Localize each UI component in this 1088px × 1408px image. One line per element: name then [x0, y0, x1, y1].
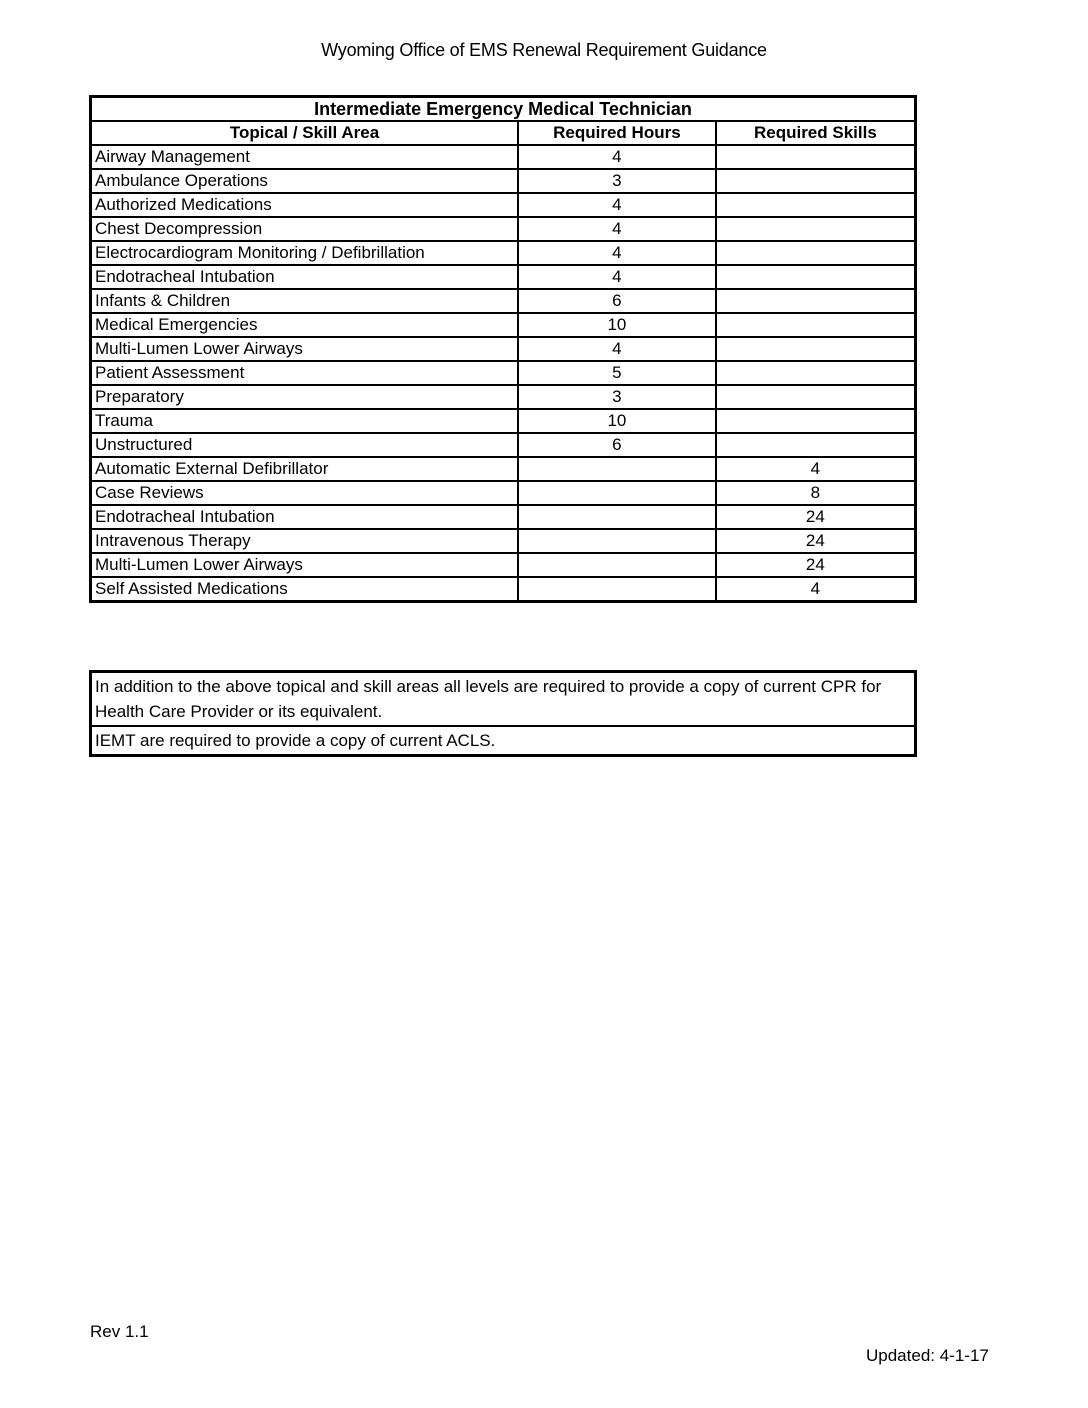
- note-row: [91, 672, 916, 727]
- page-title: Wyoming Office of EMS Renewal Requirement Guidance: [321, 40, 767, 60]
- table-row: [91, 217, 916, 241]
- column-header-hours: Required Hours: [518, 121, 716, 145]
- cell-skills: [716, 145, 916, 169]
- cell-skills: [716, 193, 916, 217]
- cell-area: Patient Assessment: [91, 361, 519, 385]
- table-row: [91, 481, 916, 505]
- revision-label: Rev 1.1: [90, 1322, 149, 1341]
- cell-area: Infants & Children: [91, 289, 519, 313]
- table-row: [91, 193, 916, 217]
- table-header-row: [91, 121, 916, 145]
- cell-hours: [518, 553, 716, 577]
- cell-area: Endotracheal Intubation: [91, 505, 519, 529]
- table-row: [91, 145, 916, 169]
- cell-hours: 4: [518, 337, 716, 361]
- cell-skills: 4: [716, 577, 916, 602]
- cell-hours: 4: [518, 241, 716, 265]
- table-row: [91, 361, 916, 385]
- table-row: [91, 385, 916, 409]
- cell-skills: [716, 265, 916, 289]
- table-caption: Intermediate Emergency Medical Technician: [91, 97, 916, 122]
- requirements-table: [89, 95, 917, 603]
- cell-skills: [716, 337, 916, 361]
- cell-skills: 24: [716, 553, 916, 577]
- table-row: [91, 313, 916, 337]
- table-row: [91, 289, 916, 313]
- table-row: [91, 241, 916, 265]
- cell-skills: [716, 289, 916, 313]
- column-header-skills: Required Skills: [716, 121, 916, 145]
- table-row: [91, 433, 916, 457]
- column-header-area: Topical / Skill Area: [91, 121, 519, 145]
- table-row: [91, 529, 916, 553]
- cell-skills: [716, 217, 916, 241]
- cell-area: Unstructured: [91, 433, 519, 457]
- note-row: [91, 726, 916, 756]
- cell-skills: [716, 169, 916, 193]
- cell-skills: 4: [716, 457, 916, 481]
- cell-area: Automatic External Defibrillator: [91, 457, 519, 481]
- cell-area: Electrocardiogram Monitoring / Defibrillation: [91, 241, 519, 265]
- cell-hours: 4: [518, 217, 716, 241]
- cell-area: Multi-Lumen Lower Airways: [91, 553, 519, 577]
- cell-area: Chest Decompression: [91, 217, 519, 241]
- cell-area: Preparatory: [91, 385, 519, 409]
- cell-skills: [716, 409, 916, 433]
- cell-hours: [518, 529, 716, 553]
- table-row: [91, 553, 916, 577]
- table-row: [91, 337, 916, 361]
- note-acls: IEMT are required to provide a copy of current ACLS.: [91, 726, 916, 756]
- cell-area: Authorized Medications: [91, 193, 519, 217]
- table-row: [91, 409, 916, 433]
- cell-hours: 4: [518, 265, 716, 289]
- cell-skills: 8: [716, 481, 916, 505]
- cell-area: Trauma: [91, 409, 519, 433]
- updated-date: Updated: 4-1-17: [866, 1346, 989, 1365]
- cell-area: Endotracheal Intubation: [91, 265, 519, 289]
- table-caption-row: [91, 97, 916, 122]
- cell-skills: [716, 313, 916, 337]
- cell-hours: [518, 577, 716, 602]
- table-row: [91, 577, 916, 602]
- cell-skills: 24: [716, 505, 916, 529]
- cell-hours: 6: [518, 433, 716, 457]
- cell-hours: [518, 505, 716, 529]
- notes-table: [89, 670, 917, 757]
- cell-skills: [716, 241, 916, 265]
- cell-area: Self Assisted Medications: [91, 577, 519, 602]
- cell-skills: [716, 385, 916, 409]
- note-cpr: In addition to the above topical and skill areas all levels are required to provide a copy of current CPR for Health Care Provider or its equivalent.: [91, 672, 916, 727]
- cell-hours: 6: [518, 289, 716, 313]
- cell-hours: 10: [518, 313, 716, 337]
- cell-hours: 10: [518, 409, 716, 433]
- cell-hours: 3: [518, 169, 716, 193]
- table-row: [91, 265, 916, 289]
- cell-skills: [716, 433, 916, 457]
- cell-area: Intravenous Therapy: [91, 529, 519, 553]
- cell-hours: [518, 457, 716, 481]
- cell-skills: [716, 361, 916, 385]
- cell-hours: [518, 481, 716, 505]
- table-row: [91, 505, 916, 529]
- table-body: [91, 145, 916, 602]
- cell-area: Medical Emergencies: [91, 313, 519, 337]
- cell-hours: 5: [518, 361, 716, 385]
- cell-hours: 4: [518, 193, 716, 217]
- cell-area: Airway Management: [91, 145, 519, 169]
- table-row: [91, 169, 916, 193]
- cell-area: Ambulance Operations: [91, 169, 519, 193]
- cell-area: Case Reviews: [91, 481, 519, 505]
- cell-hours: 4: [518, 145, 716, 169]
- cell-area: Multi-Lumen Lower Airways: [91, 337, 519, 361]
- cell-hours: 3: [518, 385, 716, 409]
- cell-skills: 24: [716, 529, 916, 553]
- table-row: [91, 457, 916, 481]
